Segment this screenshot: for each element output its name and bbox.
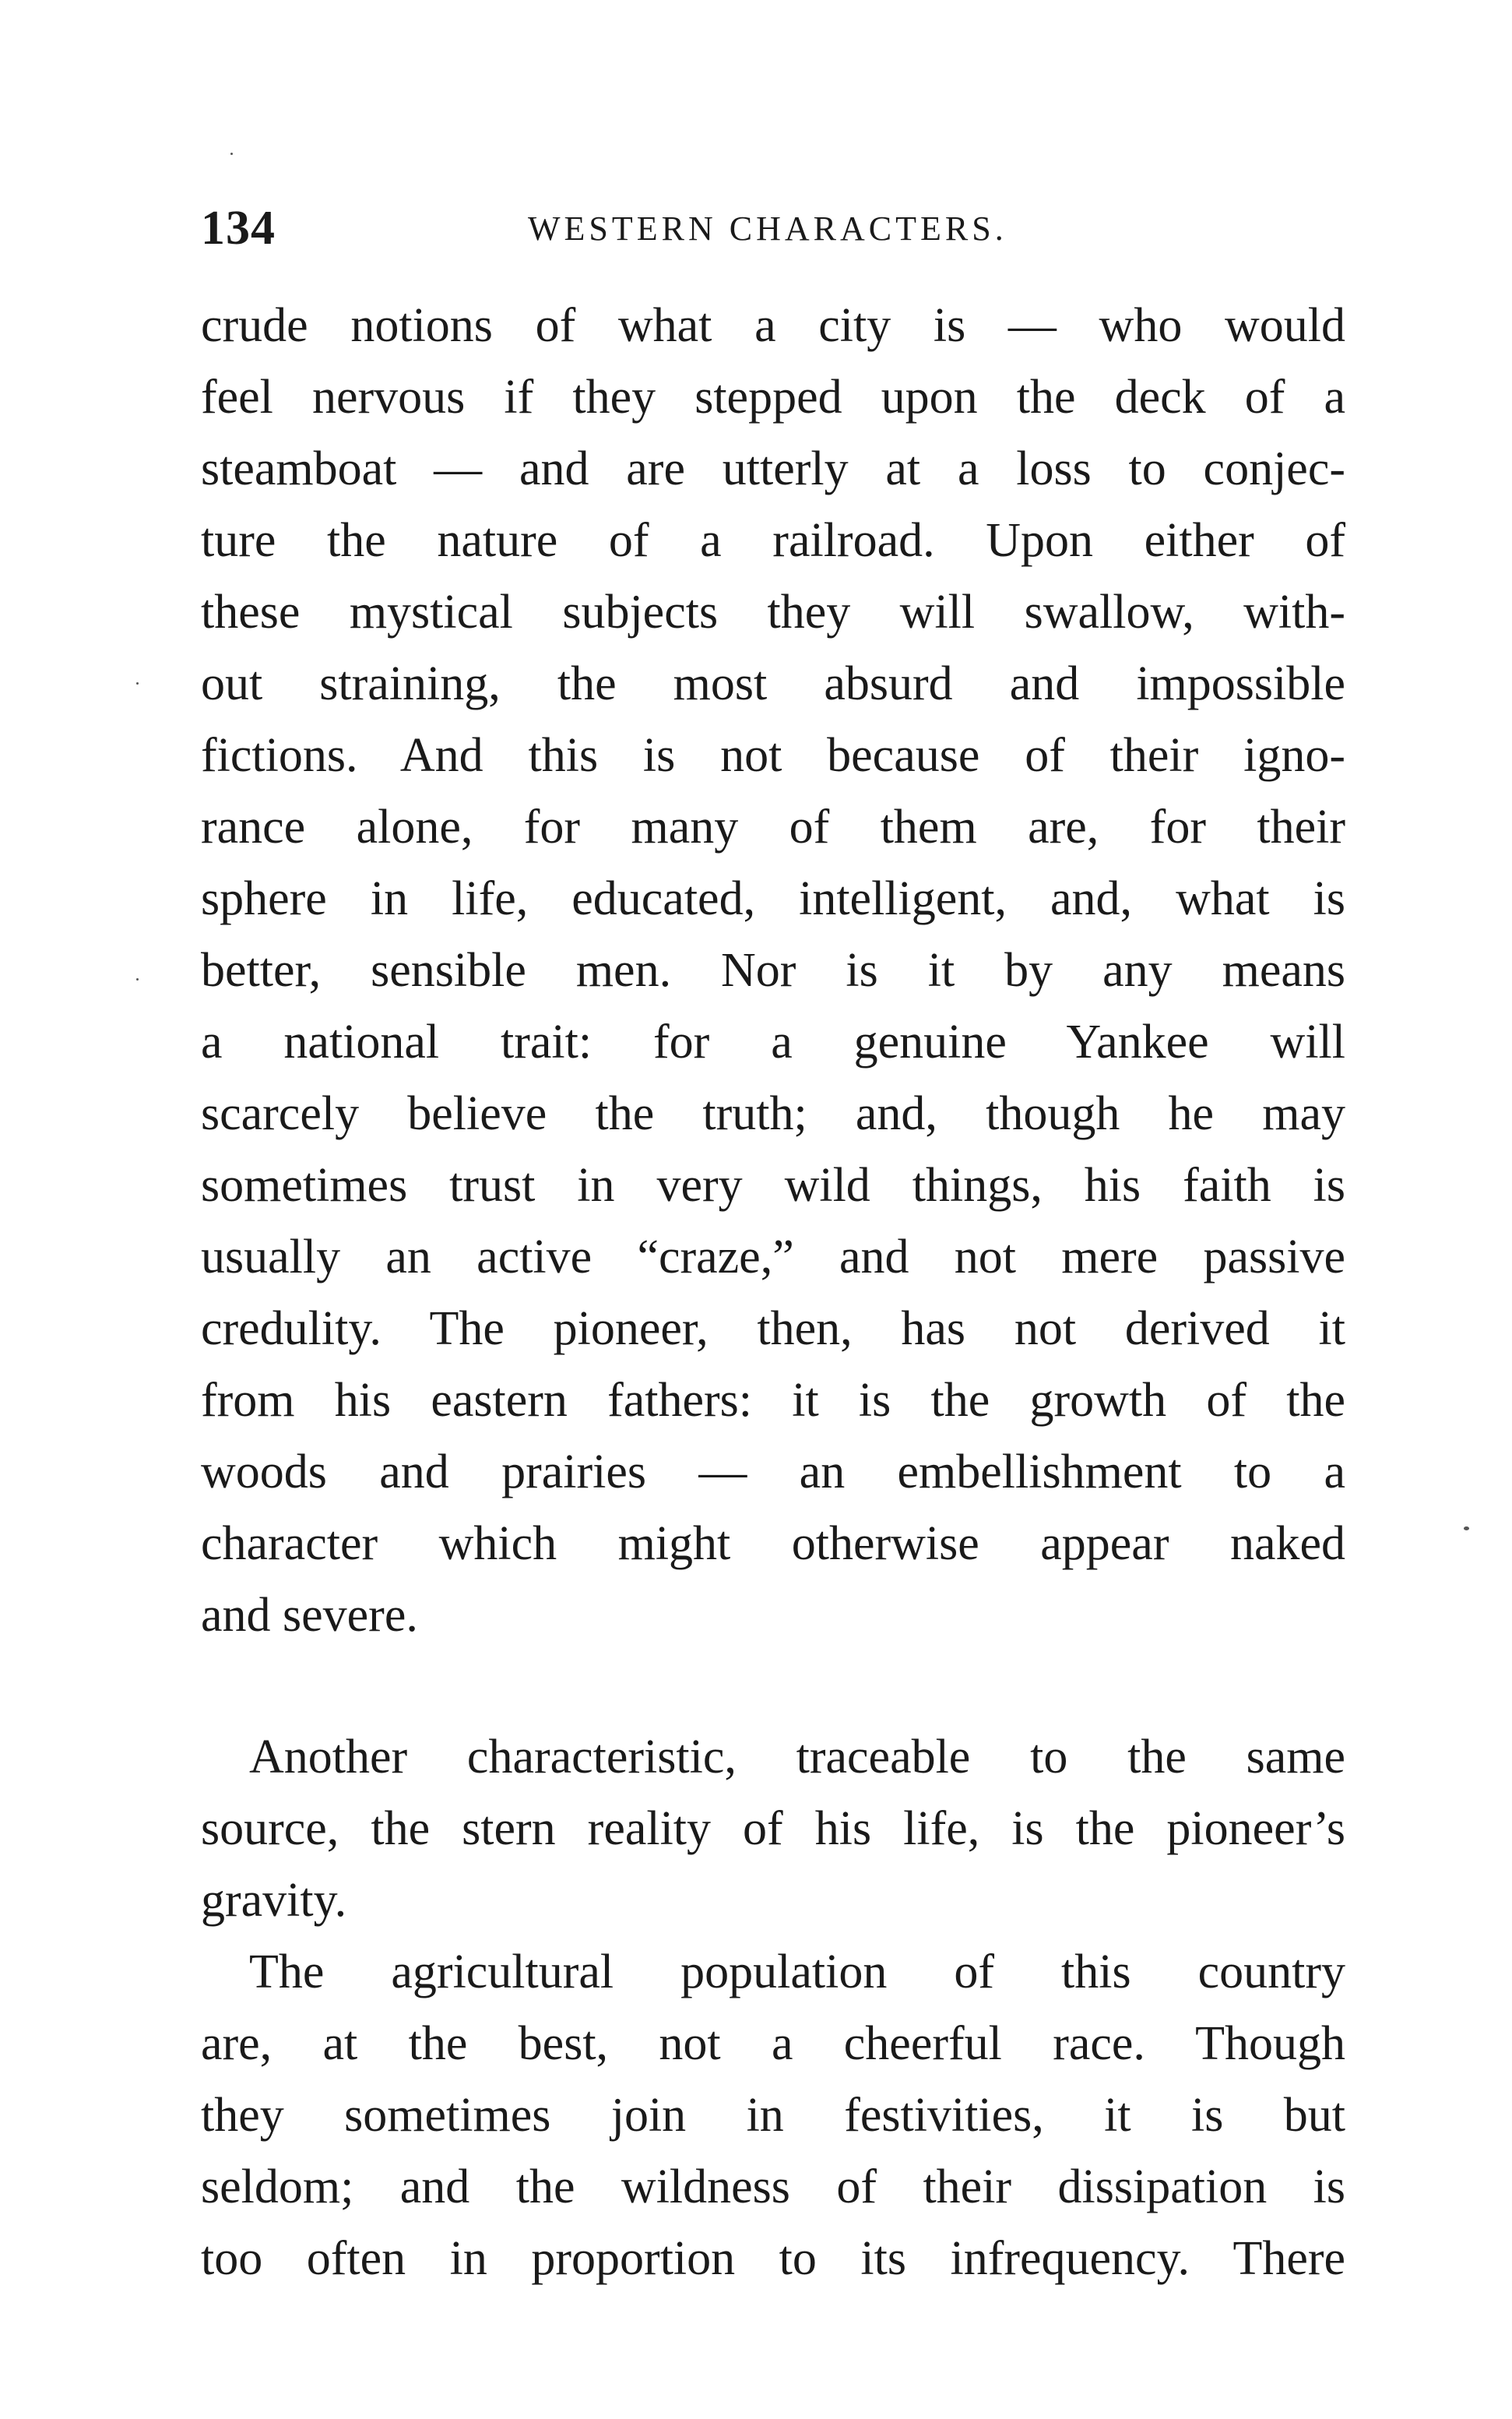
text-line: gravity.: [201, 1874, 347, 1927]
paper-speck: [1464, 1526, 1469, 1530]
text-line: out straining, the most absurd and impossible: [201, 657, 1345, 710]
text-line: usually an active “craze,” and not mere passive: [201, 1231, 1345, 1283]
text-line: character which might otherwise appear naked: [201, 1517, 1345, 1570]
body-text: [201, 290, 1345, 2294]
text-line: are, at the best, not a cheerful race. Though: [201, 2017, 1345, 2070]
text-line: rance alone, for many of them are, for their: [201, 801, 1345, 854]
text-line: these mystical subjects they will swallow, with-: [201, 586, 1345, 639]
text-line: woods and prairies — an embellishment to a: [201, 1445, 1345, 1498]
text-line: fictions. And this is not because of their igno-: [201, 729, 1345, 782]
paper-speck: [136, 978, 139, 981]
text-line: feel nervous if they stepped upon the deck of a: [201, 371, 1345, 424]
text-line: ture the nature of a railroad. Upon either of: [201, 514, 1345, 567]
text-line: The agricultural population of this country: [249, 1945, 1345, 1998]
text-line: scarcely believe the truth; and, though he may: [201, 1087, 1345, 1140]
text-line: better, sensible men. Nor is it by any means: [201, 944, 1345, 997]
running-title: WESTERN CHARACTERS.: [528, 210, 1007, 248]
paragraph-break: [201, 1651, 1345, 1721]
paragraph-1: [201, 290, 1345, 1651]
text-line: credulity. The pioneer, then, has not derived it: [201, 1302, 1345, 1355]
text-line: Another characteristic, traceable to the same: [249, 1731, 1345, 1783]
text-line: they sometimes join in festivities, it is but: [201, 2089, 1345, 2142]
text-line: sometimes trust in very wild things, his faith is: [201, 1159, 1345, 1212]
paper-speck: [136, 682, 139, 685]
text-line: a national trait: for a genuine Yankee will: [201, 1016, 1345, 1069]
paper-speck: [230, 153, 233, 155]
text-line: from his eastern fathers: it is the growth of the: [201, 1374, 1345, 1427]
text-line: source, the stern reality of his life, is the pioneer’s: [201, 1802, 1345, 1855]
page-header: [201, 201, 1345, 255]
paragraph-2: [201, 1721, 1345, 1936]
text-line: crude notions of what a city is — who would: [201, 299, 1345, 352]
page-number: 134: [201, 202, 276, 255]
text-line: and severe.: [201, 1589, 418, 1642]
text-line: too often in proportion to its infrequency. There: [201, 2232, 1345, 2285]
paragraph-3: [201, 1936, 1345, 2294]
text-line: steamboat — and are utterly at a loss to conjec-: [201, 442, 1345, 495]
text-line: seldom; and the wildness of their dissipation is: [201, 2160, 1345, 2213]
text-line: sphere in life, educated, intelligent, and, what is: [201, 872, 1345, 925]
